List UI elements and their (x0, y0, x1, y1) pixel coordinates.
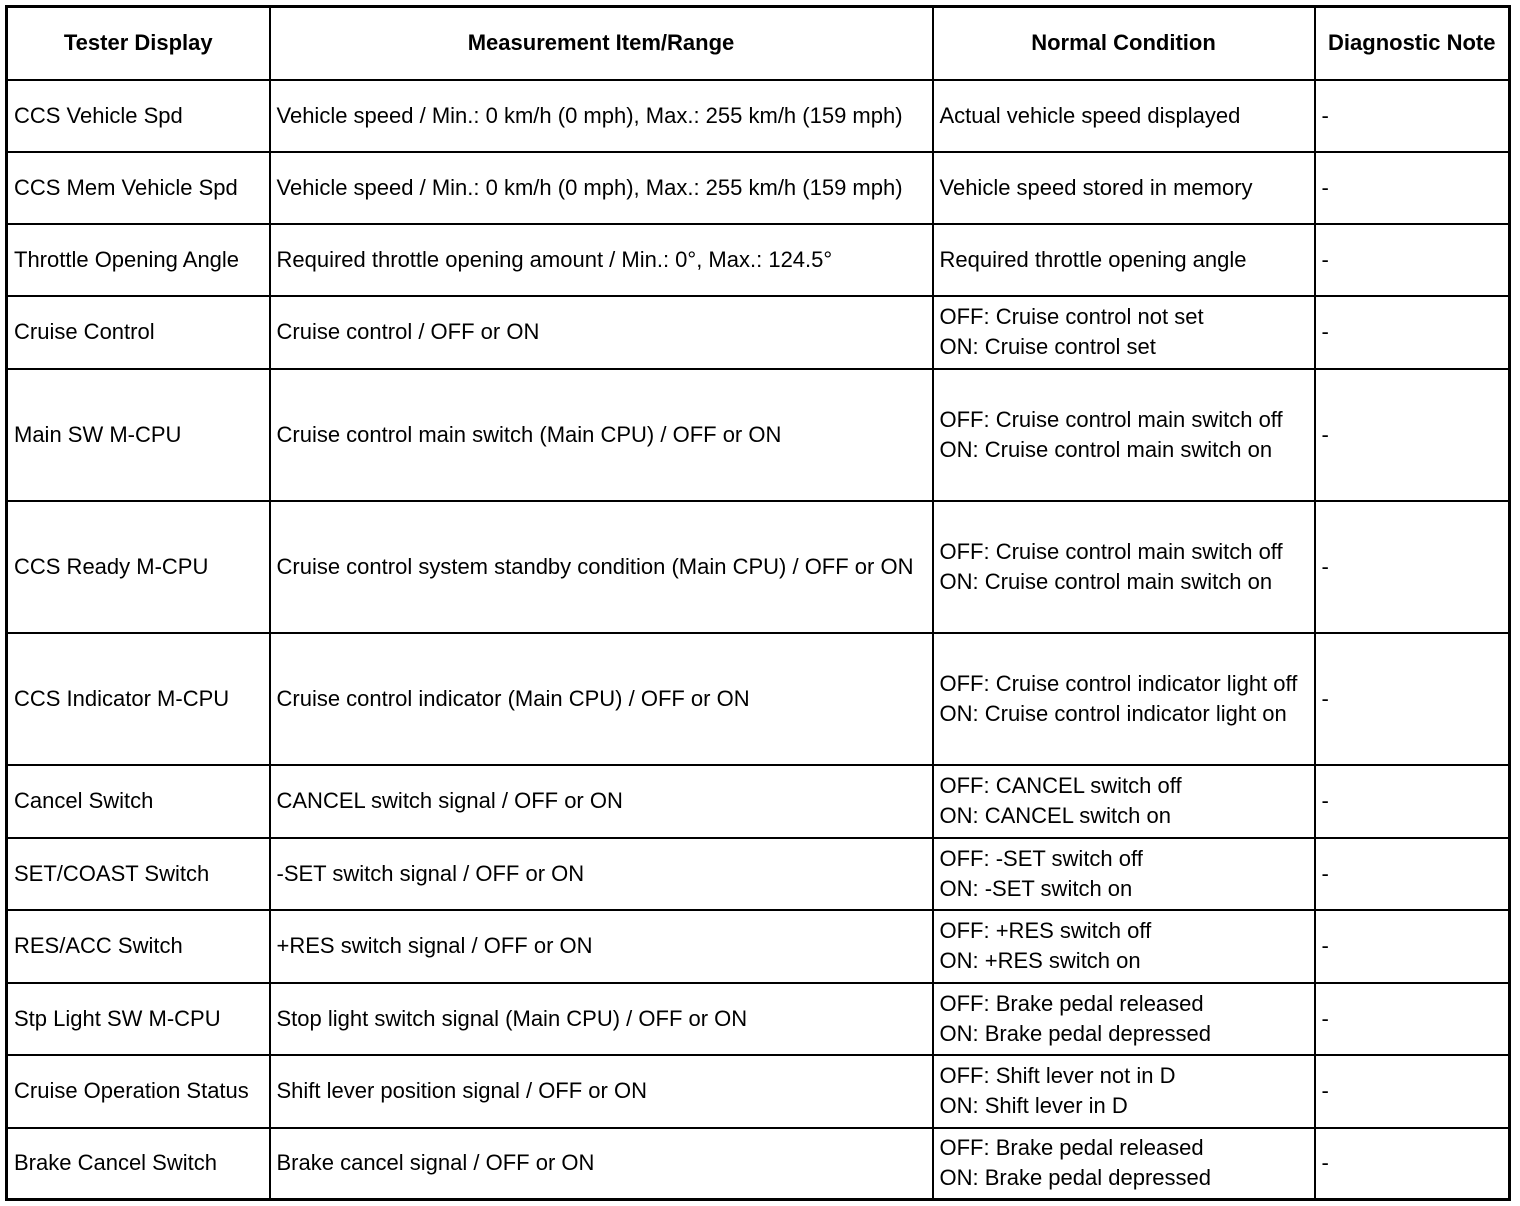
measurement-item-cell: Shift lever position signal / OFF or ON (270, 1055, 933, 1128)
normal-condition-cell (933, 80, 1315, 152)
condition-line: OFF: CANCEL switch off (939, 773, 1182, 798)
tester-display-cell: RES/ACC Switch (7, 910, 270, 983)
measurement-item-cell: Brake cancel signal / OFF or ON (270, 1128, 933, 1200)
condition-line: ON: Cruise control main switch on (939, 568, 1273, 594)
table-row (7, 910, 1510, 983)
table-row (7, 224, 1510, 296)
diagnostic-note-cell: - (1315, 501, 1510, 633)
condition-line: OFF: Cruise control indicator light off (939, 670, 1298, 696)
condition-line: ON: -SET switch on (939, 875, 1133, 901)
condition-line: ON: Cruise control set (939, 334, 1156, 359)
condition-line: OFF: Cruise control main switch off (939, 406, 1283, 432)
table-row (7, 501, 1510, 633)
table-row (7, 152, 1510, 224)
diagnostic-note-cell: - (1315, 838, 1510, 910)
condition-line: Vehicle speed stored in memory (939, 174, 1253, 200)
diagnostic-note-cell: - (1315, 910, 1510, 983)
normal-condition-cell (933, 501, 1315, 633)
measurement-item-cell: Vehicle speed / Min.: 0 km/h (0 mph), Max.: 255 km/h (159 mph) (270, 80, 933, 152)
condition-line: OFF: Cruise control not set (939, 304, 1204, 329)
condition-line: Required throttle opening angle (939, 246, 1247, 272)
table-row (7, 765, 1510, 838)
tester-display-cell: Stp Light SW M-CPU (7, 983, 270, 1055)
normal-condition-cell (933, 152, 1315, 224)
condition-line: ON: Shift lever in D (939, 1093, 1128, 1118)
normal-condition-cell (933, 910, 1315, 983)
table-header (7, 7, 1510, 80)
table-row (7, 369, 1510, 501)
measurement-item-cell: Cruise control indicator (Main CPU) / OFF or ON (270, 633, 933, 765)
normal-condition-cell (933, 765, 1315, 838)
tester-display-cell: Cruise Control (7, 296, 270, 369)
condition-line: ON: CANCEL switch on (939, 803, 1171, 828)
diagnostic-note-cell: - (1315, 369, 1510, 501)
condition-line: OFF: Shift lever not in D (939, 1063, 1176, 1088)
measurement-item-cell: Cruise control / OFF or ON (270, 296, 933, 369)
condition-line: OFF: +RES switch off (939, 918, 1152, 943)
condition-line: OFF: -SET switch off (939, 845, 1143, 871)
normal-condition-cell (933, 1055, 1315, 1128)
normal-condition-cell (933, 633, 1315, 765)
diagnostic-note-cell: - (1315, 765, 1510, 838)
measurement-item-cell: Vehicle speed / Min.: 0 km/h (0 mph), Max.: 255 km/h (159 mph) (270, 152, 933, 224)
tester-display-cell: SET/COAST Switch (7, 838, 270, 910)
tester-display-cell: CCS Ready M-CPU (7, 501, 270, 633)
measurement-item-cell: Required throttle opening amount / Min.: 0°, Max.: 124.5° (270, 224, 933, 296)
header-diagnostic-note: Diagnostic Note (1315, 7, 1510, 80)
measurement-item-cell: Cruise control system standby condition (Main CPU) / OFF or ON (270, 501, 933, 633)
normal-condition-cell (933, 983, 1315, 1055)
condition-line: OFF: Brake pedal released (939, 1135, 1204, 1161)
table-row (7, 838, 1510, 910)
header-measurement-item: Measurement Item/Range (270, 7, 933, 80)
measurement-item-cell: -SET switch signal / OFF or ON (270, 838, 933, 910)
tester-display-cell: CCS Vehicle Spd (7, 80, 270, 152)
table-row (7, 983, 1510, 1055)
diagnostic-note-cell: - (1315, 224, 1510, 296)
condition-line: Actual vehicle speed displayed (939, 102, 1241, 128)
normal-condition-cell (933, 369, 1315, 501)
data-list-table (5, 5, 1511, 1201)
table-row (7, 1128, 1510, 1200)
header-normal-condition: Normal Condition (933, 7, 1315, 80)
tester-display-cell: Throttle Opening Angle (7, 224, 270, 296)
diagnostic-note-cell: - (1315, 1055, 1510, 1128)
measurement-item-cell: Stop light switch signal (Main CPU) / OFF or ON (270, 983, 933, 1055)
header-tester-display: Tester Display (7, 7, 270, 80)
condition-line: ON: Brake pedal depressed (939, 1020, 1211, 1046)
measurement-item-cell: Cruise control main switch (Main CPU) / OFF or ON (270, 369, 933, 501)
table-row (7, 1055, 1510, 1128)
tester-display-cell: Cruise Operation Status (7, 1055, 270, 1128)
tester-display-cell: CCS Indicator M-CPU (7, 633, 270, 765)
diagnostic-note-cell: - (1315, 80, 1510, 152)
diagnostic-note-cell: - (1315, 296, 1510, 369)
condition-line: ON: Brake pedal depressed (939, 1165, 1211, 1191)
diagnostic-note-cell: - (1315, 152, 1510, 224)
table-body (7, 80, 1510, 1200)
condition-line: ON: Cruise control indicator light on (939, 700, 1287, 726)
normal-condition-cell (933, 296, 1315, 369)
normal-condition-cell (933, 1128, 1315, 1200)
measurement-item-cell: CANCEL switch signal / OFF or ON (270, 765, 933, 838)
tester-display-cell: CCS Mem Vehicle Spd (7, 152, 270, 224)
tester-display-cell: Brake Cancel Switch (7, 1128, 270, 1200)
tester-display-cell: Cancel Switch (7, 765, 270, 838)
table-row (7, 296, 1510, 369)
condition-line: ON: +RES switch on (939, 948, 1141, 973)
header-row (7, 7, 1510, 80)
table-row (7, 80, 1510, 152)
normal-condition-cell (933, 224, 1315, 296)
condition-line: OFF: Cruise control main switch off (939, 538, 1283, 564)
measurement-item-cell: +RES switch signal / OFF or ON (270, 910, 933, 983)
condition-line: OFF: Brake pedal released (939, 990, 1204, 1016)
diagnostic-note-cell: - (1315, 983, 1510, 1055)
condition-line: ON: Cruise control main switch on (939, 436, 1273, 462)
diagnostic-note-cell: - (1315, 633, 1510, 765)
diagnostic-note-cell: - (1315, 1128, 1510, 1200)
tester-display-cell: Main SW M-CPU (7, 369, 270, 501)
normal-condition-cell (933, 838, 1315, 910)
table-row (7, 633, 1510, 765)
